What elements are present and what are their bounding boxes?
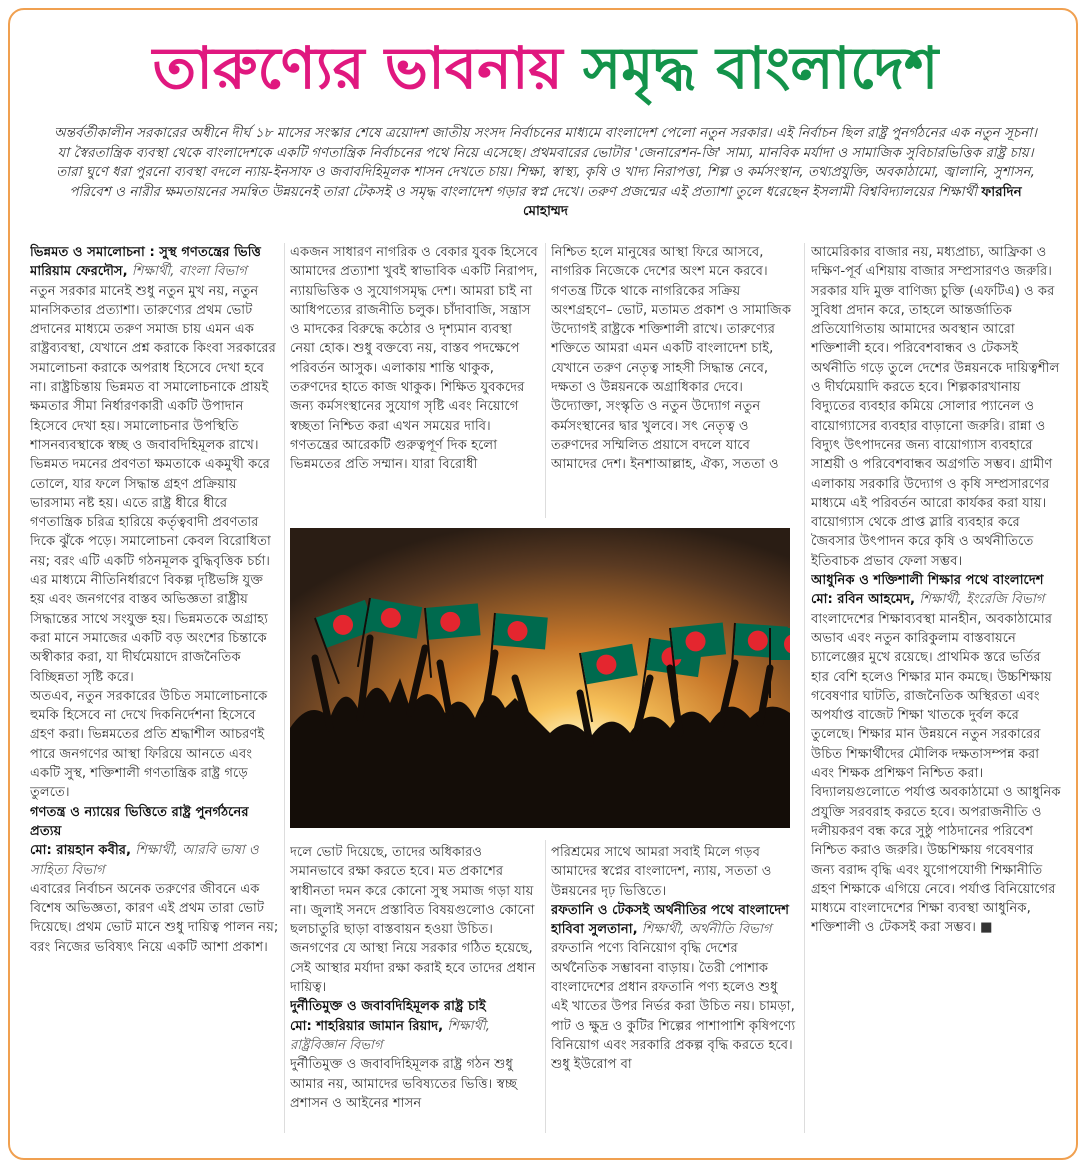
author-byline: [30, 262, 280, 281]
author-byline: [30, 841, 280, 880]
author-role: শিক্ষার্থী, রাষ্ট্রবিজ্ঞান বিভাগ: [290, 1018, 490, 1053]
column-2-top: [290, 243, 540, 515]
section-heading: আধুনিক ও শক্তিশালী শিক্ষার পথে বাংলাদেশ: [811, 573, 1044, 589]
intro-text: অন্তর্বর্তীকালীন সরকারের অধীনে দীর্ঘ ১৮ মাসের সংস্কার শেষে ত্রয়োদশ জাতীয় সংসদ নির্বাচনের মাধ্যমে বাংলাদেশ পেলো নতুন সরকার। এই নির্বাচন ছিল রাষ্ট্র পুনর্গঠনের এক নতুন সূচনা। যা স্বৈরতান্ত্রিক ব্যবস্থা থেকে বাংলাদেশকে একটি গণতান্ত্রিক নির্বাচনের পথে নিয়ে এসেছে। প্রথমবারের ভোটার 'জেনারেশন-জি' সাম্য, মানবিক মর্যাদা ও সামাজিক সুবিচারভিত্তিক রাষ্ট্র চায়। তারা ঘুণে ধরা পুরনো ব্যবস্থা বদলে ন্যায়-ইনসাফ ও জবাবদিহিমূলক শাসন দেখতে চায়। শিক্ষা, স্বাস্থ্য, কৃষি ও খাদ্য নিরাপত্তা, শিল্প ও কর্মসংস্থান, তথ্যপ্রযুক্তি, অবকাঠামো, জ্বালানি, সুশাসন, পরিবেশ ও নারীর ক্ষমতায়নের সমন্বিত উন্নয়নেই তারা টেকসই ও সমৃদ্ধ বাংলাদেশ গড়ার স্বপ্ন দেখে। তরুণ প্রজন্মের এই প্রত্যাশা তুলে ধরেছেন ইসলামী বিশ্ববিদ্যালয়ের শিক্ষার্থী: [54, 125, 1037, 200]
body-paragraph: আমেরিকার বাজার নয়, মধ্যপ্রাচ্য, আফ্রিকা ও দক্ষিণ-পূর্ব এশিয়ায় বাজার সম্প্রসারণও জরুরি। সরকার যদি মুক্ত বাণিজ্য চুক্তি (এফটিএ) ও কর সুবিধা প্রদান করে, তাহলে আন্তর্জাতিক প্রতিযোগিতায় আমাদের অবস্থান আরো শক্তিশালী হবে। পরিবেশবান্ধব ও টেকসই অর্থনীতি গড়ে তুলে দেশের উন্নয়নকে দায়িত্বশীল ও দীর্ঘমেয়াদি করতে হবে। শিল্পকারখানায় বিদ্যুতের ব্যবহার কমিয়ে সোলার প্যানেল ও বায়োগ্যাসের ব্যবহার বাড়ানো জরুরি। রান্না ও বিদ্যুৎ উৎপাদনের জন্য বায়োগ্যাস ব্যবহারে সাশ্রয়ী ও পরিবেশবান্ধব অগ্রগতি সম্ভব। গ্রামীণ এলাকায় সরকারি উদ্যোগ ও কৃষি সম্প্রসারণের মাধ্যমে এই পরিবর্তন আরো কার্যকর করা যায়। বায়োগ্যাস থেকে প্রাপ্ত স্লারি ব্যবহার করে জৈবসার উৎপাদন করে কৃষি ও অর্থনীতিতে ইতিবাচক প্রভাব ফেলা সম্ভব।: [811, 245, 1060, 569]
section-heading: দুর্নীতিমুক্ত ও জবাবদিহিমূলক রাষ্ট্র চাই: [290, 999, 486, 1015]
author-role: শিক্ষার্থী, ইংরেজি বিভাগ: [919, 592, 1045, 608]
section-heading: গণতন্ত্র ও ন্যায়ের ভিত্তিতে রাষ্ট্র পুনর্গঠনের প্রত্যয়: [30, 804, 249, 839]
page-title: [0, 28, 1091, 108]
author-role: শিক্ষার্থী, অর্থনীতি বিভাগ: [641, 922, 772, 938]
column-divider: [545, 840, 546, 1133]
body-paragraph: পরিশ্রমের সাথে আমরা সবাই মিলে গড়ব আমাদের স্বপ্নের বাংলাদেশ, ন্যায়, সততা ও উন্নয়নের দৃঢ় ভিত্তিতে।: [551, 845, 772, 899]
body-paragraph: রফতানি পণ্যে বিনিয়োগ বৃদ্ধি দেশের অর্থনৈতিক সম্ভাবনা বাড়ায়। তৈরী পোশাক বাংলাদেশের প্রধান রফতানি পণ্য হলেও শুধু এই খাতের উপর নির্ভর করা উচিত নয়। চামড়া, পাট ও ক্ষুদ্র ও কুটির শিল্পের পাশাপাশি কৃষিপণ্যে বিনিয়োগ এবং সরকারি প্রকল্প বৃদ্ধি করতে হবে। শুধু ইউরোপ বা: [551, 941, 796, 1073]
intro-author: ফারদিন মোহাম্মদ: [522, 183, 1022, 219]
column-divider: [284, 243, 285, 1133]
body-paragraph: দলে ভোট দিয়েছে, তাদের অধিকারও সমানভাবে রক্ষা করতে হবে। মত প্রকাশের স্বাধীনতা দমন করে কোনো সুস্থ সমাজ গড়া যায় না। জুলাই সনদে প্রস্তাবিত বিষয়গুলোও কোনো ছলচাতুরি ছাড়া বাস্তবায়ন হওয়া উচিত। জনগণের যে আস্থা নিয়ে সরকার গঠিত হয়েছে, সেই আস্থার মর্যাদা রক্ষা করাই হবে তাদের প্রধান দায়িত্ব।: [290, 845, 536, 996]
title-part-green: সমৃদ্ধ বাংলাদেশ: [582, 34, 939, 102]
section-heading: রফতানি ও টেকসই অর্থনীতির পথে বাংলাদেশ: [551, 902, 790, 918]
author-name: মো: শাহরিয়ার জামান রিয়াদ,: [290, 1018, 444, 1034]
flags-crowd-photo: [290, 528, 790, 828]
author-name: মো: রবিন আহমেদ,: [811, 592, 916, 608]
author-byline: [551, 920, 796, 939]
column-2-bottom: [290, 843, 540, 1135]
author-role: শিক্ষার্থী, বাংলা বিভাগ: [131, 264, 247, 280]
author-byline: [290, 1017, 540, 1056]
body-paragraph: বাংলাদেশের শিক্ষাব্যবস্থা মানহীন, অবকাঠামোর অভাব এবং নতুন কারিকুলাম বাস্তবায়নে চ্যালেঞ্জের মুখে রয়েছে। প্রাথমিক স্তরে ভর্তির হার বেশি হলেও শিক্ষার মান কমছে। উচ্চশিক্ষায় গবেষণার ঘাটতি, রাজনৈতিক অস্থিরতা এবং অপর্যাপ্ত বাজেট শিক্ষা খাতকে দুর্বল করে তুলেছে। শিক্ষার মান উন্নয়নে নতুন সরকারের উচিত শিক্ষার্থীদের মৌলিক দক্ষতাসম্পন্ন করা এবং শিক্ষক প্রশিক্ষণ নিশ্চিত করা। বিদ্যালয়গুলোতে পর্যাপ্ত অবকাঠামো ও আধুনিক প্রযুক্তি সরবরাহ করতে হবে। অপরাজনীতি ও দলীয়করণ বন্ধ করে সুষ্ঠু পাঠদানের পরিবেশ নিশ্চিত করাও জরুরি। উচ্চশিক্ষায় গবেষণার জন্য বরাদ্দ বৃদ্ধি এবং যুগোপযোগী শিক্ষানীতি গ্রহণ শিক্ষাকে এগিয়ে নেবে। পর্যাপ্ত বিনিয়োগের মাধ্যমে বাংলাদেশের শিক্ষা ব্যবস্থা আধুনিক, শক্তিশালী ও টেকসই করা সম্ভব। ■: [811, 611, 1061, 936]
column-1: [30, 243, 280, 1135]
body-paragraph: নতুন সরকার মানেই শুধু নতুন মুখ নয়, নতুন মানসিকতার প্রত্যাশা। তারুণ্যের প্রথম ভোট প্রদানের মাধ্যমে তরুণ সমাজ চায় এমন এক রাষ্ট্রব্যবস্থা, যেখানে প্রশ্ন করাকে কিংবা সরকারের সমালোচনা করাকে অপরাধ হিসেবে দেখা হবে না। রাষ্ট্রচিন্তায় ভিন্নমত বা সমালোচনাকে প্রায়ই ক্ষমতার সীমা নির্ধারণকারী একটি উপাদান হিসেবে দেখা হয়। সমালোচনার উপস্থিতি শাসনব্যবস্থাকে স্বচ্ছ ও জবাবদিহিমূলক রাখে। ভিন্নমত দমনের প্রবণতা ক্ষমতাকে একমুখী করে তোলে, যার ফলে সিদ্ধান্ত গ্রহণ প্রক্রিয়ায় ভারসাম্য নষ্ট হয়। এতে রাষ্ট্র ধীরে ধীরে গণতান্ত্রিক চরিত্র হারিয়ে কর্তৃত্ববাদী প্রবণতার দিকে ঝুঁকে পড়ে। সমালোচনা কেবল বিরোধিতা নয়; বরং এটি একটি গঠনমূলক বুদ্ধিবৃত্তিক চর্চা। এর মাধ্যমে নীতিনির্ধারণে বিকল্প দৃষ্টিভঙ্গি যুক্ত হয় এবং জনগণের বাস্তব অভিজ্ঞতা রাষ্ট্রীয় সিদ্ধান্তের সাথে সংযুক্ত হয়। ভিন্নমতকে অগ্রাহ্য করা মানে সমাজের একটি বড় অংশের চিন্তাকে অস্বীকার করা, যা দীর্ঘমেয়াদে রাজনৈতিক বিচ্ছিন্নতা সৃষ্টি করে।: [30, 283, 276, 685]
author-byline: [811, 590, 1061, 609]
column-3-top: [551, 243, 796, 515]
photo-illustration: [290, 528, 790, 828]
author-role: শিক্ষার্থী, আরবি ভাষা ও সাহিত্য বিভাগ: [30, 843, 259, 878]
body-paragraph: এবারের নির্বাচন অনেক তরুণের জীবনে এক বিশেষ অভিজ্ঞতা, কারণ এই প্রথম তারা ভোট দিয়েছে। প্রথম ভোট মানে শুধু দায়িত্ব পালন নয়; বরং নিজের ভবিষ্যৎ নিয়ে একটি আশা প্রকাশ।: [30, 881, 279, 955]
column-divider: [545, 243, 546, 518]
column-4: [811, 243, 1061, 1135]
author-name: মো: রায়হান কবীর,: [30, 843, 132, 859]
column-divider: [804, 243, 805, 1133]
author-name: মারিয়াম ফেরদৌস,: [30, 264, 128, 280]
intro-paragraph: [48, 124, 1043, 222]
body-paragraph: দুর্নীতিমুক্ত ও জবাবদিহিমূলক রাষ্ট্র গঠন শুধু আমার নয়, আমাদের ভবিষ্যতের ভিত্তি। স্বচ্ছ প্রশাসন ও আইনের শাসন: [290, 1057, 518, 1111]
body-paragraph: নিশ্চিত হলে মানুষের আস্থা ফিরে আসবে, নাগরিক নিজেকে দেশের অংশ মনে করবে। গণতন্ত্র টিকে থাকে নাগরিকের সক্রিয় অংশগ্রহণে– ভোট, মতামত প্রকাশ ও সামাজিক উদ্যোগই রাষ্ট্রকে শক্তিশালী রাখে। তারুণ্যের শক্তিতে আমরা এমন একটি বাংলাদেশ চাই, যেখানে তরুণ নেতৃত্ব সাহসী সিদ্ধান্ত নেবে, দক্ষতা ও উন্নয়নকে অগ্রাধিকার দেবে। উদ্যোক্তা, সংস্কৃতি ও নতুন উদ্যোগ নতুন কর্মসংস্থানের দ্বার খুলবে। সৎ নেতৃত্ব ও তরুণদের সম্মিলিত প্রয়াসে বদলে যাবে আমাদের দেশ। ইনশাআল্লাহ, ঐক্য, সততা ও: [551, 245, 792, 473]
column-3-bottom: [551, 843, 796, 1135]
body-paragraph: একজন সাধারণ নাগরিক ও বেকার যুবক হিসেবে আমাদের প্রত্যাশা খুবই স্বাভাবিক একটি নিরাপদ, ন্যায়ভিত্তিক ও সুযোগসমৃদ্ধ দেশ। আমরা চাই না আধিপত্যের রাজনীতি চলুক। চাঁদাবাজি, সন্ত্রাস ও মাদকের বিরুদ্ধে কঠোর ও দৃশ্যমান ব্যবস্থা নেয়া হোক। শুধু বক্তব্যে নয়, বাস্তব পদক্ষেপে পরিবর্তন আসুক। এলাকায় শান্তি থাকুক, তরুণদের হাতে কাজ থাকুক। শিক্ষিত যুবকদের জন্য কর্মসংস্থানের সুযোগ সৃষ্টি এবং নিয়োগে স্বচ্ছতা নিশ্চিত করা এখন সময়ের দাবি। গণতন্ত্রের আরেকটি গুরুত্বপূর্ণ দিক হলো ভিন্নমতের প্রতি সম্মান। যারা বিরোধী: [290, 245, 538, 473]
author-name: হাবিবা সুলতানা,: [551, 922, 638, 938]
body-paragraph: অতএব, নতুন সরকারের উচিত সমালোচনাকে হুমকি হিসেবে না দেখে দিকনির্দেশনা হিসেবে গ্রহণ করা। ভিন্নমতের প্রতি শ্রদ্ধাশীল আচরণই পারে জনগণের আস্থা ফিরিয়ে আনতে এবং একটি সুস্থ, শক্তিশালী গণতান্ত্রিক রাষ্ট্র গড়ে তুলতে।: [30, 688, 268, 801]
title-part-magenta: তারুণ্যের ভাবনায়: [152, 34, 563, 102]
section-heading: ভিন্নমত ও সমালোচনা : সুস্থ গণতন্ত্রের ভিত্তি: [30, 245, 261, 260]
